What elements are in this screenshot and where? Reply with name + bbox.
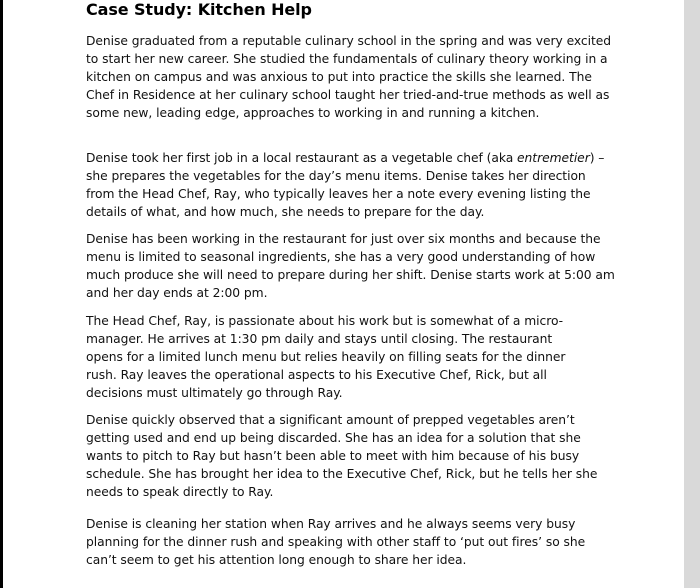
paragraph-5: Denise quickly observed that a significant amount of prepped vegetables aren’t getting used and end up being discarded. She has an idea for a solution that she wants to pitch to Ray but hasn’t been able to meet with him because of his busy schedule. She has brought her idea to the Executive Chef, Rick, but he tells her she needs to speak directly to Ray. [86, 413, 598, 499]
paragraph-3: Denise has been working in the restaurant for just over six months and because the menu is limited to seasonal ingredients, she has a very good understanding of how much produce she will need to prepare during her shift. Denise starts work at 5:00 am and her day ends at 2:00 pm. [86, 232, 615, 300]
paragraph-2-emphasis: entremetier [517, 151, 590, 165]
paragraph-4: The Head Chef, Ray, is passionate about his work but is somewhat of a micro-manager. He arrives at 1:30 pm daily and stays until closing. The restaurant opens for a limited lunch menu but relies heavily on filling seats for the dinner rush. Ray leaves the operational aspects to his Executive Chef, Rick, but all decisions must ultimately go through Ray. [86, 314, 566, 400]
paragraph-2-start: Denise took her first job in a local restaurant as a vegetable chef (aka [86, 151, 518, 165]
document-page [86, 0, 626, 567]
paragraph-2-end: ) – she prepares the vegetables for the day’s menu items. Denise takes her direction from the Head Chef, Ray, who typically leaves her a note every evening listing the details of what, and how much, she needs to prepare for the day. [86, 151, 605, 219]
page-title: Case Study: Kitchen Help [86, 0, 312, 19]
left-border [0, 0, 3, 588]
paragraph-1: Denise graduated from a reputable culinary school in the spring and was very excited to start her new career. She studied the fundamentals of culinary theory working in a kitchen on campus and was anxious to put into practice the skills she learned. The Chef in Residence at her culinary school taught her tried-and-true methods as well as some new, leading edge, approaches to working in and running a kitchen. [86, 34, 612, 120]
right-scroll-gutter [684, 0, 700, 588]
paragraph-2 [86, 149, 614, 221]
paragraph-6: Denise is cleaning her station when Ray arrives and he always seems very busy planning for the dinner rush and speaking with other staff to ‘put out fires’ so she can’t seem to get his attention long enough to share her idea. [86, 517, 586, 567]
